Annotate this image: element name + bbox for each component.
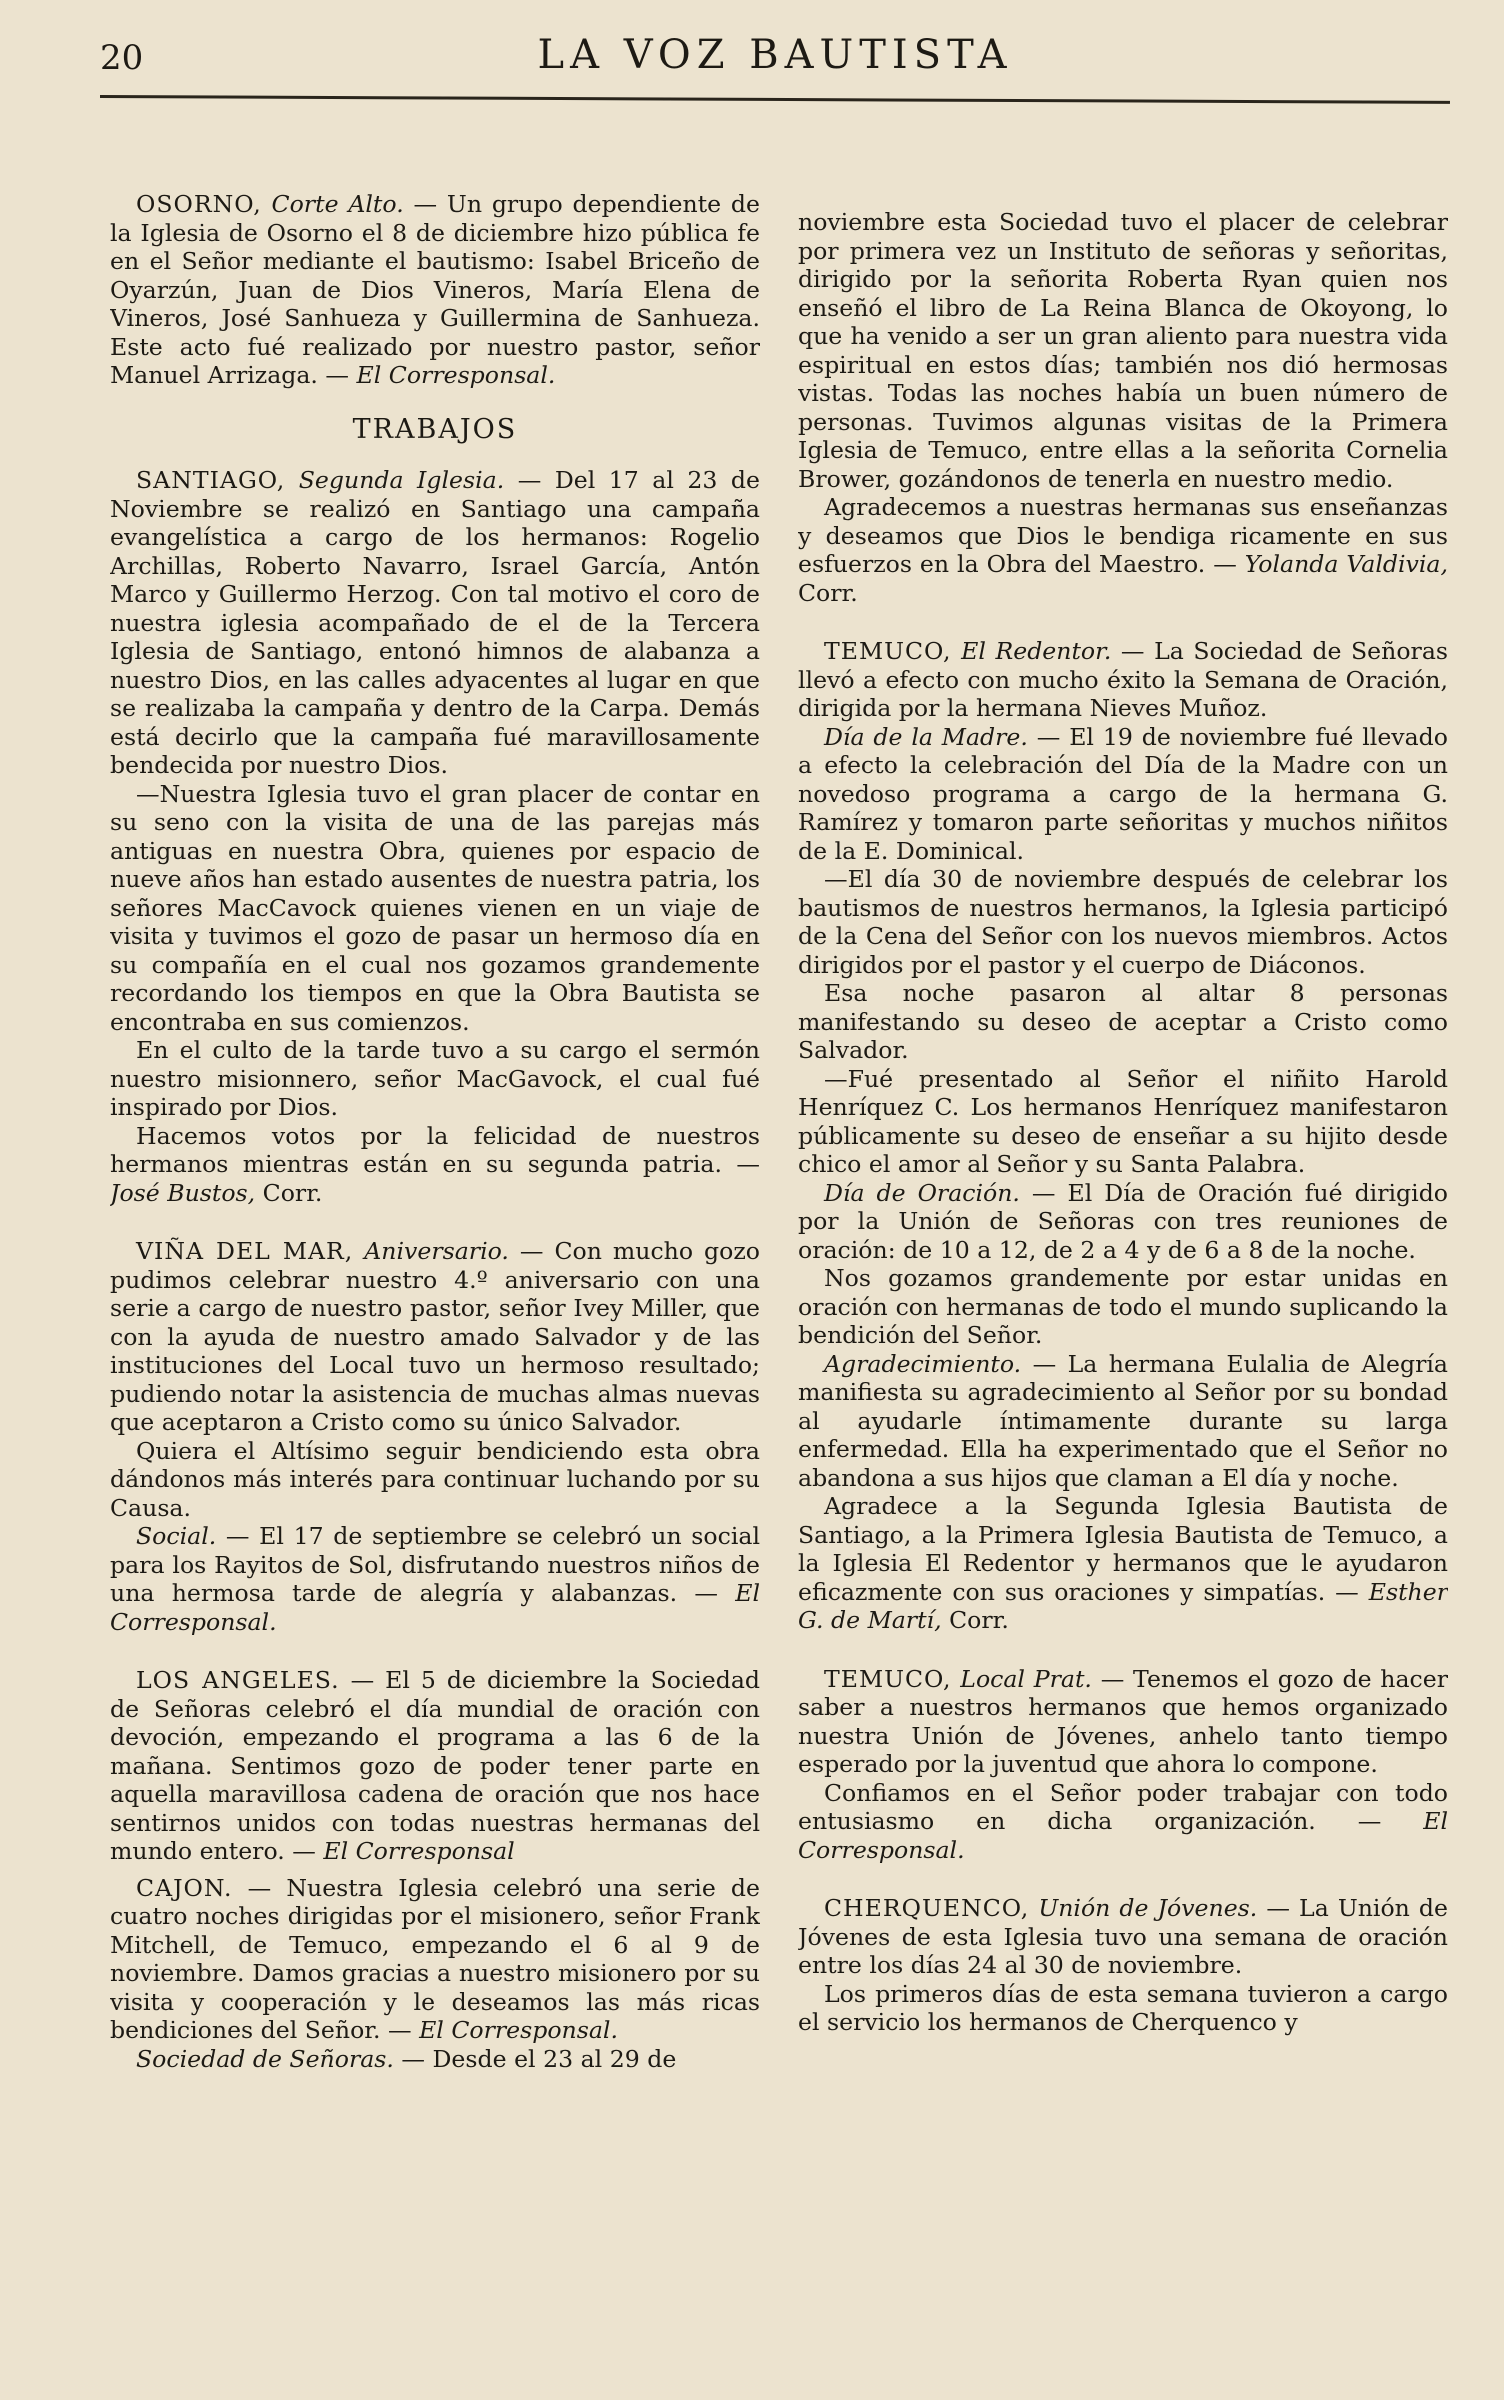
paragraph: Esa noche pasaron al altar 8 personas manifestando su deseo de aceptar a Cristo como Salvador. — [798, 979, 1448, 1064]
paragraph: —El día 30 de noviembre después de celebrar los bautismos de nuestros hermanos, la Iglesia participó de la Cena del Señor con los nuevos miembros. Actos dirigidos por el pastor y el cuerpo de Diáconos. — [798, 865, 1448, 979]
article-santiago: SANTIAGO, Segunda Iglesia. — Del 17 al 23 de Noviembre se realizó en Santiago una campaña evangelística a cargo de los hermanos: Rogelio Archillas, Roberto Navarro, Israel García, Antón Marco y Guillermo Herzog. Con tal motivo el coro de nuestra iglesia acompañado de el de la Tercera Iglesia de Santiago, entonó himnos de alabanza a nuestro Dios, en las calles adyacentes al lugar en que se realizaba la campaña y dentro de la Carpa. Demás está decirlo que la campaña fué maravillosamente bendecida por nuestro Dios. — [110, 466, 760, 779]
paragraph: —Fué presentado al Señor el niñito Harold Henríquez C. Los hermanos Henríquez manifestaron públicamente su deseo de enseñar a su hijito desde chico el amor al Señor y su Santa Palabra. — [798, 1064, 1448, 1178]
left-column — [110, 190, 760, 2360]
article-osorno: OSORNO, Corte Alto. — Un grupo dependiente de la Iglesia de Osorno el 8 de diciembre hizo pública fe en el Señor mediante el bautismo: Isabel Briceño de Oyarzún, Juan de Dios Vineros, María Elena de Vineros, José Sanhueza y Guillermina de Sanhueza. Este acto fué realizado por nuestro pastor, señor Manuel Arrizaga. — El Corresponsal. — [110, 190, 760, 389]
paragraph: Día de Oración. — El Día de Oración fué dirigido por la Unión de Señoras con tres reuniones de oración: de 10 a 12, de 2 a 4 y de 6 a 8 de la noche. — [798, 1178, 1448, 1264]
right-column — [798, 208, 1448, 2378]
paragraph: noviembre esta Sociedad tuvo el placer de celebrar por primera vez un Instituto de señoras y señoritas, dirigido por la señorita Roberta Ryan quien nos enseñó el libro de La Reina Blanca de Okoyong, lo que ha venido a ser un gran aliento para nuestra vida espiritual en estos días; también nos dió hermosas vistas. Todas las noches había un buen número de personas. Tuvimos algunas visitas de la Primera Iglesia de Temuco, entre ellas a la señorita Cornelia Brower, gozándonos de tenerla en nuestro medio. — [798, 208, 1448, 493]
paragraph: Confiamos en el Señor poder trabajar con todo entusiasmo en dicha organización. — El Corresponsal. — [798, 1778, 1448, 1864]
article-vina-del-mar: VIÑA DEL MAR, Aniversario. — Con mucho gozo pudimos celebrar nuestro 4.º aniversario con una serie a cargo de nuestro pastor, señor Ivey Miller, que con la ayuda de nuestro amado Salvador y de las instituciones del Local tuvo un hermoso resultado; pudiendo notar la asistencia de muchas almas nuevas que aceptaron a Cristo como su único Salvador. — [110, 1237, 760, 1436]
paragraph: Quiera el Altísimo seguir bendiciendo esta obra dándonos más interés para continuar luchando por su Causa. — [110, 1436, 760, 1522]
page-header — [100, 28, 1450, 90]
paragraph: Agradecemos a nuestras hermanas sus enseñanzas y deseamos que Dios le bendiga ricamente en sus esfuerzos en la Obra del Maestro. — Yolanda Valdivia, Corr. — [798, 493, 1448, 607]
paragraph: —Nuestra Iglesia tuvo el gran placer de contar en su seno con la visita de una de las parejas más antiguas en nuestra Obra, quienes por espacio de nueve años han estado ausentes de nuestra patria, los señores MacCavock quienes vienen en un viaje de visita y tuvimos el gozo de pasar un hermoso día en su compañía en el cual nos gozamos grandemente recordando los tiempos en que la Obra Bautista se encontraba en sus comienzos. — [110, 779, 760, 1036]
paragraph: Sociedad de Señoras. — Desde el 23 al 29 de — [136, 2044, 677, 2073]
paragraph: Los primeros días de esta semana tuvieron a cargo el servicio los hermanos de Cherquenco y — [798, 1979, 1448, 2036]
page-number: 20 — [100, 38, 144, 78]
paragraph: Día de la Madre. — El 19 de noviembre fué llevado a efecto la celebración del Día de la Madre con un novedoso programa a cargo de la hermana G. Ramírez y tomaron parte señoritas y muchos niñitos de la E. Dominical. — [798, 722, 1448, 865]
article-temuco-local-prat: TEMUCO, Local Prat. — Tenemos el gozo de hacer saber a nuestros hermanos que hemos organizado nuestra Unión de Jóvenes, anhelo tanto tiempo esperado por la juventud que ahora lo compone. — [798, 1664, 1448, 1778]
paragraph: Social. — El 17 de septiembre se celebró un social para los Rayitos de Sol, disfrutando nuestros niños de una hermosa tarde de alegría y alabanzas. — El Corresponsal. — [110, 1522, 760, 1636]
section-heading-trabajos: TRABAJOS — [352, 413, 518, 445]
article-los-angeles: LOS ANGELES. — El 5 de diciembre la Sociedad de Señoras celebró el día mundial de oración con devoción, empezando el programa a las 6 de la mañana. Sentimos gozo de poder tener parte en aquella maravillosa cadena de oración que nos hace sentirnos unidos con todas nuestras hermanas del mundo entero. — El Corresponsal — [110, 1666, 760, 1865]
paragraph: En el culto de la tarde tuvo a su cargo el sermón nuestro misionnero, señor MacGavock, el cual fué inspirado por Dios. — [110, 1036, 760, 1121]
article-cherquenco: CHERQUENCO, Unión de Jóvenes. — La Unión de Jóvenes de esta Iglesia tuvo una semana de oración entre los días 24 al 30 de noviembre. — [798, 1894, 1448, 1979]
paragraph: Agradece a la Segunda Iglesia Bautista de Santiago, a la Primera Iglesia Bautista de Temuco, a la Iglesia El Redentor y hermanos que le ayudaron eficazmente con sus oraciones y simpatías. — Esther G. de Martí, Corr. — [798, 1492, 1448, 1634]
article-temuco-redentor: TEMUCO, El Redentor. — La Sociedad de Señoras llevó a efecto con mucho éxito la Semana de Oración, dirigida por la hermana Nieves Muñoz. — [798, 637, 1448, 722]
paragraph: Hacemos votos por la felicidad de nuestros hermanos mientras están en su segunda patria. — José Bustos, Corr. — [110, 1121, 760, 1207]
paragraph: Agradecimiento. — La hermana Eulalia de Alegría manifiesta su agradecimiento al Señor por su bondad al ayudarle íntimamente durante su larga enfermedad. Ella ha experimentado que el Señor no abandona a sus hijos que claman a El día y noche. — [798, 1349, 1448, 1492]
paragraph: Nos gozamos grandemente por estar unidas en oración con hermanas de todo el mundo suplicando la bendición del Señor. — [798, 1264, 1448, 1349]
magazine-title: LA VOZ BAUTISTA — [537, 32, 1013, 78]
header-rule — [100, 95, 1450, 104]
article-cajon: CAJON. — Nuestra Iglesia celebró una serie de cuatro noches dirigidas por el misionero, señor Frank Mitchell, de Temuco, empezando el 6 al 9 de noviembre. Damos gracias a nuestro misionero por su visita y cooperación y le deseamos las más ricas bendiciones del Señor. — El Corresponsal. — [110, 1873, 760, 2044]
